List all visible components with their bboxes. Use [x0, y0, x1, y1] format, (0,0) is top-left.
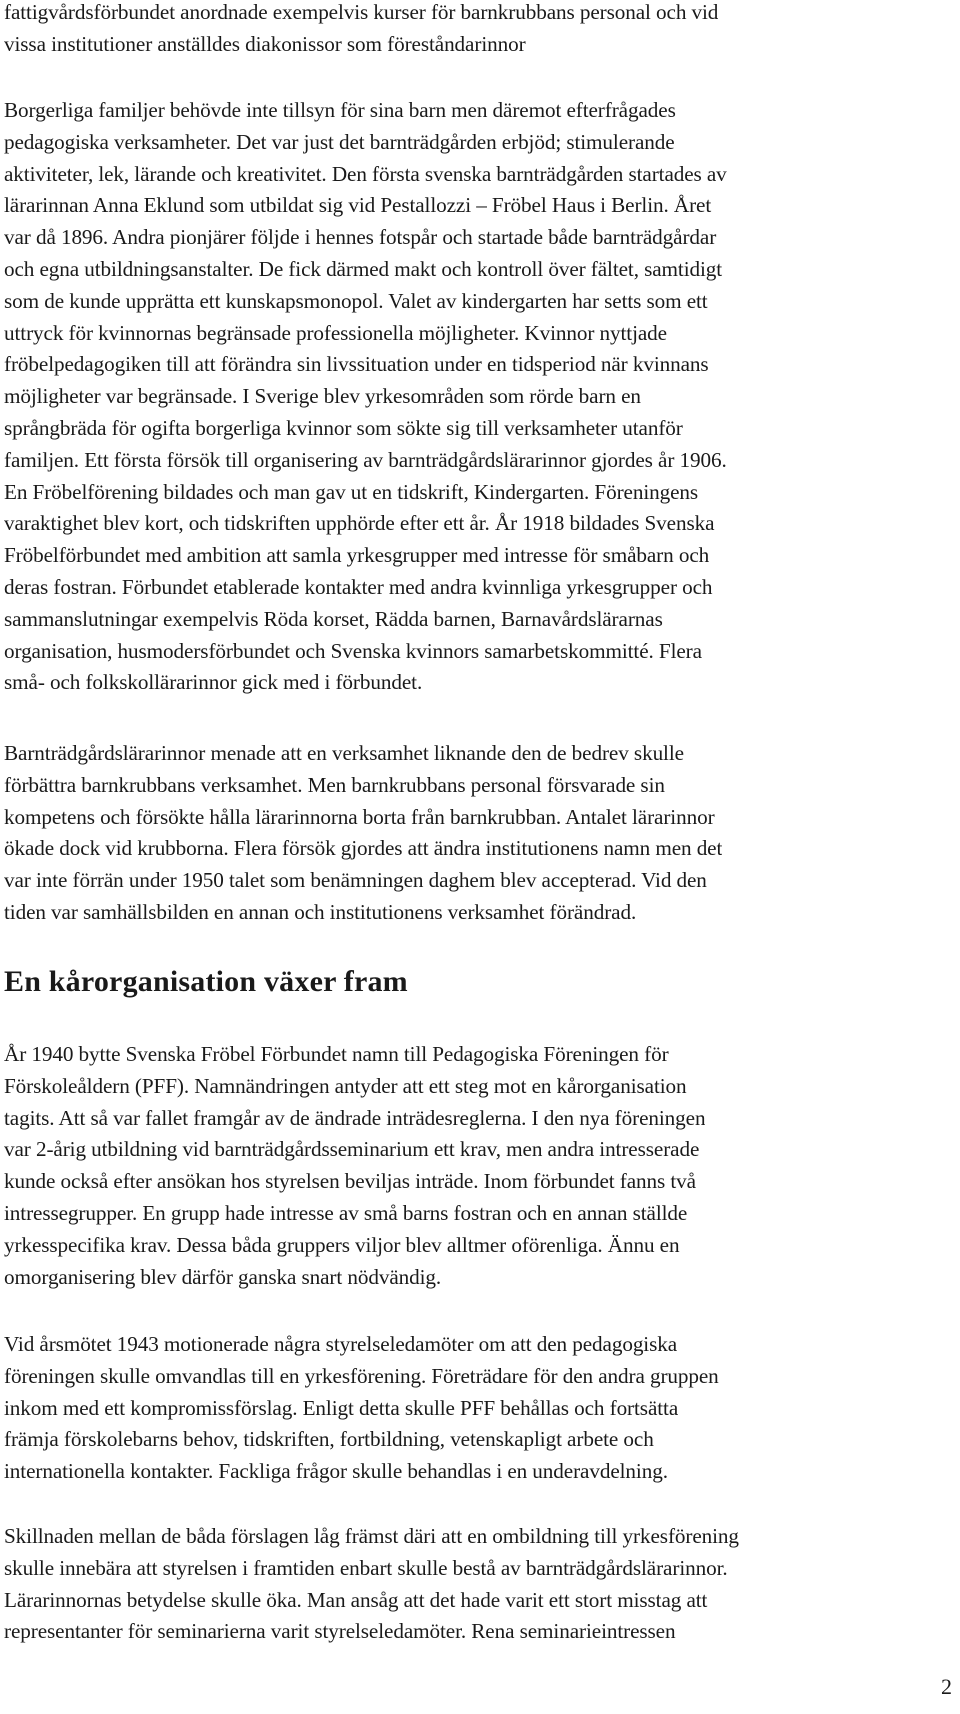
text-line: deras fostran. Förbundet etablerade kontakter med andra kvinnliga yrkesgrupper och — [4, 574, 713, 599]
text-line: yrkesspecifika krav. Dessa båda gruppers viljor blev alltmer oförenliga. Ännu en — [4, 1232, 680, 1257]
text-line: främja förskolebarns behov, tidskriften, fortbildning, vetenskapligt arbete och — [4, 1427, 654, 1452]
text-line: uttryck för kvinnornas begränsade professionella möjligheter. Kvinnor nyttjade — [4, 320, 667, 345]
text-line: vissa institutioner anställdes diakonissor som föreståndarinnor — [4, 31, 526, 56]
text-line: Skillnaden mellan de båda förslagen låg främst däri att en ombildning till yrkesförening — [4, 1524, 739, 1548]
text-line: Fröbelförbundet med ambition att samla yrkesgrupper med intresse för småbarn och — [4, 543, 710, 568]
section-heading: En kårorganisation växer fram — [4, 965, 408, 998]
text-line: pedagogiska verksamheter. Det var just det barnträdgården erbjöd; stimulerande — [4, 129, 675, 154]
text-line: En Fröbelförening bildades och man gav ut en tidskrift, Kindergarten. Föreningens — [4, 479, 699, 504]
section-paragraph-3 — [4, 1521, 739, 1648]
text-line: varaktighet blev kort, och tidskriften upphörde efter ett år. År 1918 bildades Svenska — [4, 511, 715, 536]
section-paragraph-1 — [4, 1039, 705, 1293]
paragraph-2 — [4, 95, 727, 699]
text-line: små- och folkskollärarinnor gick med i förbundet. — [4, 670, 423, 695]
text-line: fattigvårdsförbundet anordnade exempelvis kurser för barnkrubbans personal och vid — [4, 0, 719, 24]
text-line: familjen. Ett första försök till organisering av barnträdgårdslärarinnor gjordes år 1906. — [4, 447, 727, 472]
text-line: möjligheter var begränsade. I Sverige blev yrkesområden som rörde barn en — [4, 384, 641, 409]
text-line: aktiviteter, lek, lärande och kreativitet. Den första svenska barnträdgården startades av — [4, 161, 727, 186]
section-paragraph-2 — [4, 1329, 719, 1488]
text-line: omorganisering blev därför ganska snart nödvändig. — [4, 1264, 442, 1289]
page-number: 2 — [941, 1674, 952, 1699]
paragraph-3 — [4, 738, 722, 929]
text-line: Borgerliga familjer behövde inte tillsyn för sina barn men däremot efterfrågades — [4, 98, 676, 122]
text-line: intressegrupper. En grupp hade intresse av små barns fostran och en annan ställde — [4, 1200, 688, 1225]
text-line: språngbräda för ogifta borgerliga kvinnor som sökte sig till verksamheter utanför — [4, 415, 683, 440]
text-line: ökade dock vid krubborna. Flera försök gjordes att ändra institutionens namn men det — [4, 836, 723, 861]
text-line: tiden var samhällsbilden en annan och institutionens verksamhet förändrad. — [4, 899, 637, 924]
text-line: förbättra barnkrubbans verksamhet. Men barnkrubbans personal försvarade sin — [4, 772, 665, 797]
text-line: var inte förrän under 1950 talet som benämningen daghem blev accepterad. Vid den — [4, 868, 707, 893]
text-line: skulle innebära att styrelsen i framtiden enbart skulle bestå av barnträdgårdslärarinnor. — [4, 1555, 728, 1580]
text-line: fröbelpedagogiken till att förändra sin livssituation under en tidsperiod när kvinnans — [4, 352, 709, 377]
text-line: var då 1896. Andra pionjärer följde i hennes fotspår och startade både barnträdgårdar — [4, 225, 717, 250]
text-line: organisation, husmodersförbundet och Svenska kvinnors samarbetskommitté. Flera — [4, 638, 702, 663]
text-line: inkom med ett kompromissförslag. Enligt detta skulle PFF behållas och fortsätta — [4, 1395, 679, 1420]
text-line: Lärarinnornas betydelse skulle öka. Man ansåg att det hade varit ett stort misstag att — [4, 1587, 708, 1612]
text-line: föreningen skulle omvandlas till en yrkesförening. Företrädare för den andra gruppen — [4, 1363, 719, 1388]
text-line: sammanslutningar exempelvis Röda korset, Rädda barnen, Barnavårdslärarnas — [4, 606, 663, 631]
text-line: kunde också efter ansökan hos styrelsen beviljas inträde. Inom förbundet fanns två — [4, 1169, 696, 1194]
text-line: Vid årsmötet 1943 motionerade några styrelseledamöter om att den pedagogiska — [4, 1332, 678, 1356]
text-line: tagits. Att så var fallet framgår av de ändrade inträdesreglerna. I den nya föreningen — [4, 1105, 706, 1130]
text-line: och egna utbildningsanstalter. De fick därmed makt och kontroll över fältet, samtidigt — [4, 256, 723, 281]
text-line: kompetens och försökte hålla lärarinnorna borta från barnkrubban. Antalet lärarinnor — [4, 804, 715, 829]
text-line: var 2-årig utbildning vid barnträdgårdsseminarium ett krav, men andra intresserade — [4, 1137, 700, 1162]
text-line: representanter för seminarierna varit styrelseledamöter. Rena seminarieintressen — [4, 1619, 676, 1644]
text-line: Barnträdgårdslärarinnor menade att en verksamhet liknande den de bedrev skulle — [4, 741, 684, 765]
text-line: År 1940 bytte Svenska Fröbel Förbundet namn till Pedagogiska Föreningen för — [4, 1042, 669, 1066]
text-line: lärarinnan Anna Eklund som utbildat sig vid Pestallozzi – Fröbel Haus i Berlin. Året — [4, 193, 712, 218]
text-line: Förskoleåldern (PFF). Namnändringen antyder att ett steg mot en kårorganisation — [4, 1073, 687, 1098]
text-line: som de kunde upprätta ett kunskapsmonopol. Valet av kindergarten har setts som ett — [4, 288, 708, 313]
text-line: internationella kontakter. Fackliga frågor skulle behandlas i en underavdelning. — [4, 1459, 668, 1484]
paragraph-1 — [4, 0, 718, 61]
